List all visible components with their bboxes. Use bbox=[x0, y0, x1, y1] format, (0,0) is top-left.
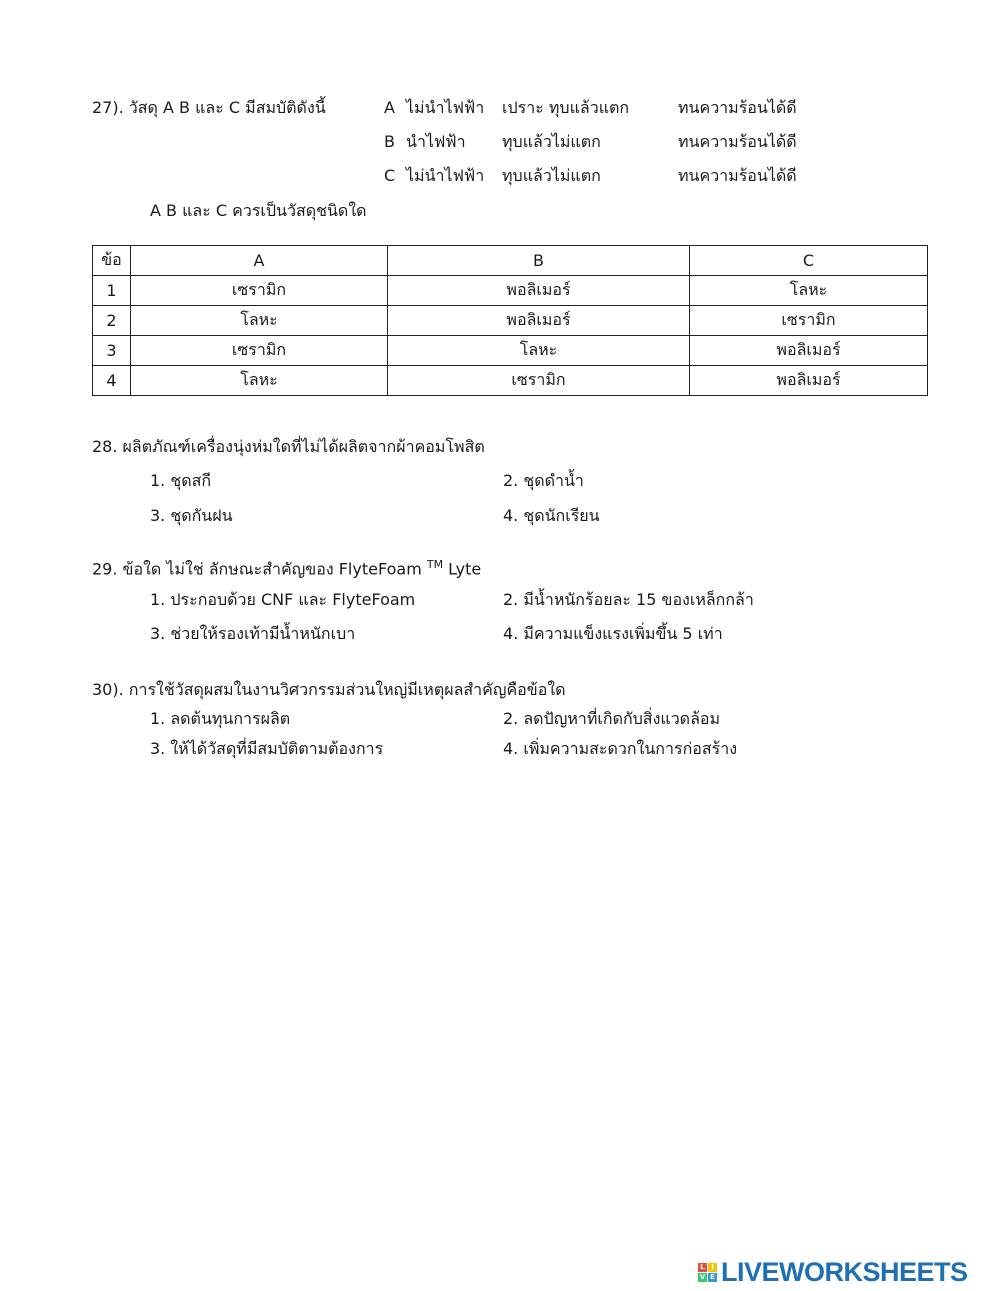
q28-choice-4[interactable]: 4. ชุดนักเรียน bbox=[503, 506, 600, 525]
q29-question-prefix: 29. ข้อใด ไม่ใช่ ลักษณะสำคัญของ FlyteFoam bbox=[92, 559, 422, 579]
table-row bbox=[93, 276, 928, 306]
property-hit: เปราะ ทุบแล้วแตก bbox=[502, 98, 630, 117]
q29-question bbox=[92, 555, 481, 579]
q29-question-suffix: Lyte bbox=[443, 559, 482, 579]
q29-choice-1[interactable]: 1. ประกอบด้วย CNF และ FlyteFoam bbox=[150, 590, 416, 609]
q27-sub-question: A B และ C ควรเป็นวัสดุชนิดใด bbox=[150, 201, 367, 220]
q30-choice-3[interactable]: 3. ให้ได้วัสดุที่มีสมบัติตามต้องการ bbox=[150, 739, 384, 758]
property-hit: ทุบแล้วไม่แตก bbox=[502, 132, 601, 151]
property-heat: ทนความร้อนได้ดี bbox=[678, 98, 797, 117]
liveworksheets-logo[interactable] bbox=[698, 1257, 968, 1287]
q27-question: 27). วัสดุ A B และ C มีสมบัติดังนี้ bbox=[92, 98, 326, 117]
property-heat: ทนความร้อนได้ดี bbox=[678, 132, 797, 151]
table-cell: เซรามิก bbox=[131, 336, 388, 366]
trademark-mark: TM bbox=[426, 558, 444, 571]
table-cell: พอลิเมอร์ bbox=[690, 366, 928, 396]
property-hit: ทุบแล้วไม่แตก bbox=[502, 166, 601, 185]
table-cell: โลหะ bbox=[690, 276, 928, 306]
table-row bbox=[93, 336, 928, 366]
table-cell: โลหะ bbox=[131, 306, 388, 336]
table-cell: โลหะ bbox=[131, 366, 388, 396]
q30-choice-4[interactable]: 4. เพิ่มความสะดวกในการก่อสร้าง bbox=[503, 739, 738, 758]
property-electric: นำไฟฟ้า bbox=[406, 132, 466, 151]
table-cell: 1 bbox=[93, 276, 131, 306]
table-cell: 3 bbox=[93, 336, 131, 366]
logo-block: V bbox=[699, 1272, 706, 1281]
table-cell: 2 bbox=[93, 306, 131, 336]
q28-choice-3[interactable]: 3. ชุดกันฝน bbox=[150, 506, 233, 525]
table-cell: เซรามิก bbox=[131, 276, 388, 306]
logo-block: E bbox=[708, 1273, 717, 1282]
logo-block: L bbox=[698, 1263, 707, 1272]
table-cell: เซรามิก bbox=[690, 306, 928, 336]
logo-text: LIVEWORKSHEETS bbox=[721, 1256, 968, 1287]
table-header-row bbox=[93, 246, 928, 276]
table-cell: โลหะ bbox=[388, 336, 690, 366]
property-letter: A bbox=[384, 98, 395, 117]
property-heat: ทนความร้อนได้ดี bbox=[678, 166, 797, 185]
q28-question: 28. ผลิตภัณฑ์เครื่องนุ่งห่มใดที่ไม่ได้ผลิตจากผ้าคอมโพสิต bbox=[92, 437, 485, 456]
table-cell: พอลิเมอร์ bbox=[388, 306, 690, 336]
q28-choice-1[interactable]: 1. ชุดสกี bbox=[150, 471, 212, 490]
q28-choice-2[interactable]: 2. ชุดดำน้ำ bbox=[503, 471, 584, 490]
table-header-b: B bbox=[388, 246, 690, 276]
q27-answer-table bbox=[92, 245, 928, 396]
q30-choice-1[interactable]: 1. ลดต้นทุนการผลิต bbox=[150, 709, 291, 728]
table-cell: 4 bbox=[93, 366, 131, 396]
property-letter: C bbox=[384, 166, 396, 185]
property-letter: B bbox=[384, 132, 395, 151]
property-electric: ไม่นำไฟฟ้า bbox=[406, 166, 485, 185]
property-electric: ไม่นำไฟฟ้า bbox=[406, 98, 485, 117]
table-cell: พอลิเมอร์ bbox=[388, 276, 690, 306]
table-header-c: C bbox=[690, 246, 928, 276]
table-header-a: A bbox=[131, 246, 388, 276]
logo-blocks-icon bbox=[698, 1263, 717, 1282]
table-header-no: ข้อ bbox=[93, 246, 131, 276]
table-cell: พอลิเมอร์ bbox=[690, 336, 928, 366]
q29-choice-3[interactable]: 3. ช่วยให้รองเท้ามีน้ำหนักเบา bbox=[150, 624, 356, 643]
logo-block: I bbox=[708, 1263, 717, 1272]
table-row bbox=[93, 366, 928, 396]
q30-choice-2[interactable]: 2. ลดปัญหาที่เกิดกับสิ่งแวดล้อม bbox=[503, 709, 721, 728]
q29-choice-4[interactable]: 4. มีความแข็งแรงเพิ่มขึ้น 5 เท่า bbox=[503, 624, 723, 643]
table-row bbox=[93, 306, 928, 336]
q29-choice-2[interactable]: 2. มีน้ำหนักร้อยละ 15 ของเหล็กกล้า bbox=[503, 590, 754, 609]
table-cell: เซรามิก bbox=[388, 366, 690, 396]
q30-question: 30). การใช้วัสดุผสมในงานวิศวกรรมส่วนใหญ่มีเหตุผลสำคัญคือข้อใด bbox=[92, 680, 566, 699]
